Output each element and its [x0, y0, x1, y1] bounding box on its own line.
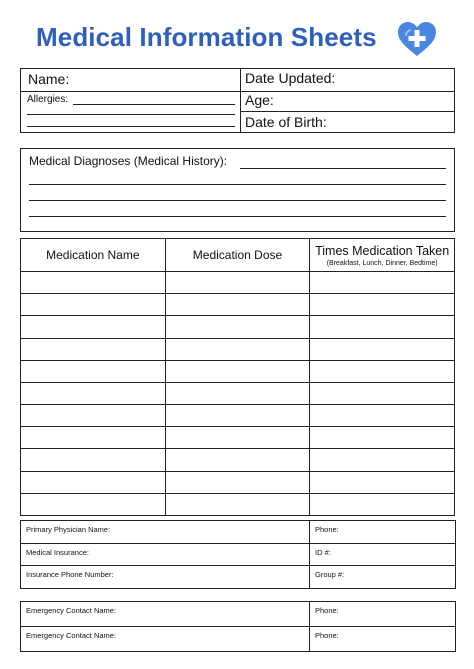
medication-dose-cell[interactable] — [165, 449, 310, 471]
diagnoses-field[interactable] — [29, 203, 446, 217]
col-medication-dose: Medication Dose — [165, 239, 310, 272]
emergency-contact-label: Emergency Contact Name: — [26, 606, 117, 615]
col-medication-name: Medication Name — [21, 239, 166, 272]
diagnoses-label: Medical Diagnoses (Medical History): — [29, 154, 228, 168]
header — [0, 14, 474, 64]
info-divider — [240, 69, 241, 132]
age-label: Age: — [245, 92, 274, 108]
diagnoses-field[interactable] — [29, 171, 446, 185]
medication-dose-cell[interactable] — [165, 316, 310, 338]
medication-dose-cell[interactable] — [165, 493, 310, 515]
table-row — [21, 405, 455, 427]
emergency-contact-label: Emergency Contact Name: — [26, 631, 117, 640]
allergies-field[interactable] — [27, 118, 235, 127]
physician-phone-field[interactable] — [310, 521, 456, 544]
emergency-section — [20, 601, 456, 652]
medication-name-cell[interactable] — [21, 382, 166, 404]
emergency-contact-field[interactable] — [21, 627, 310, 652]
group-number-label: Group #: — [315, 570, 345, 579]
times-taken-cell[interactable] — [310, 272, 455, 294]
table-row — [21, 294, 455, 316]
table-row — [21, 471, 455, 493]
allergies-label: Allergies: — [27, 94, 69, 105]
name-label: Name: — [28, 71, 70, 87]
medication-dose-cell[interactable] — [165, 427, 310, 449]
emergency-contact-field[interactable] — [21, 602, 310, 627]
table-row — [21, 449, 455, 471]
group-number-field[interactable] — [310, 566, 456, 589]
physician-phone-label: Phone: — [315, 525, 339, 534]
emergency-phone-field[interactable] — [310, 602, 456, 627]
physician-section — [20, 520, 456, 589]
info-row-line — [240, 111, 454, 112]
heart-plus-icon — [396, 20, 438, 58]
medication-name-cell[interactable] — [21, 449, 166, 471]
medication-name-cell[interactable] — [21, 294, 166, 316]
insurance-id-label: ID #: — [315, 547, 331, 557]
table-row — [21, 627, 456, 652]
medication-dose-cell[interactable] — [165, 360, 310, 382]
diagnoses-field[interactable] — [240, 155, 446, 169]
emergency-phone-label: Phone: — [315, 631, 339, 640]
times-taken-cell[interactable] — [310, 449, 455, 471]
medication-name-cell[interactable] — [21, 471, 166, 493]
medication-name-cell[interactable] — [21, 427, 166, 449]
medication-name-cell[interactable] — [21, 360, 166, 382]
times-taken-cell[interactable] — [310, 493, 455, 515]
table-row — [21, 427, 455, 449]
insurance-label: Medical Insurance: — [26, 547, 89, 557]
insurance-field[interactable] — [21, 543, 310, 566]
allergies-field[interactable] — [73, 95, 235, 105]
col-times-taken-sub: (Breakfast, Lunch, Dinner, Bedtime) — [326, 259, 438, 267]
col-times-taken — [310, 239, 455, 272]
times-taken-cell[interactable] — [310, 405, 455, 427]
table-row — [21, 493, 455, 515]
date-updated-label: Date Updated: — [245, 70, 336, 86]
medication-name-cell[interactable] — [21, 338, 166, 360]
times-taken-cell[interactable] — [310, 471, 455, 493]
table-row — [21, 566, 456, 589]
times-taken-cell[interactable] — [310, 294, 455, 316]
times-taken-cell[interactable] — [310, 360, 455, 382]
table-row — [21, 382, 455, 404]
medication-name-cell[interactable] — [21, 405, 166, 427]
medication-table — [20, 238, 455, 516]
insurance-phone-field[interactable] — [21, 566, 310, 589]
times-taken-cell[interactable] — [310, 382, 455, 404]
primary-physician-label: Primary Physician Name: — [26, 525, 111, 534]
times-taken-cell[interactable] — [310, 316, 455, 338]
medication-dose-cell[interactable] — [165, 471, 310, 493]
medication-header-row — [21, 239, 455, 272]
medication-name-cell[interactable] — [21, 272, 166, 294]
page-title: Medical Information Sheets — [36, 22, 377, 52]
medication-dose-cell[interactable] — [165, 294, 310, 316]
medication-dose-cell[interactable] — [165, 405, 310, 427]
table-row — [21, 338, 455, 360]
table-row — [21, 543, 456, 566]
times-taken-cell[interactable] — [310, 338, 455, 360]
medication-name-cell[interactable] — [21, 493, 166, 515]
medication-dose-cell[interactable] — [165, 272, 310, 294]
col-times-taken-label: Times Medication Taken — [315, 243, 450, 258]
medication-dose-cell[interactable] — [165, 382, 310, 404]
table-row — [21, 360, 455, 382]
dob-label: Date of Birth: — [245, 114, 327, 130]
info-row-line — [21, 91, 240, 92]
table-row — [21, 272, 455, 294]
diagnoses-field[interactable] — [29, 187, 446, 201]
times-taken-cell[interactable] — [310, 427, 455, 449]
medication-name-cell[interactable] — [21, 316, 166, 338]
primary-physician-field[interactable] — [21, 521, 310, 544]
diagnoses-section — [20, 148, 455, 232]
patient-info-section — [20, 68, 455, 133]
allergies-field[interactable] — [27, 106, 235, 115]
emergency-phone-field[interactable] — [310, 627, 456, 652]
emergency-phone-label: Phone: — [315, 606, 339, 615]
insurance-phone-label: Insurance Phone Number: — [26, 570, 114, 579]
table-row — [21, 316, 455, 338]
table-row — [21, 602, 456, 627]
insurance-id-field[interactable] — [310, 543, 456, 566]
table-row — [21, 521, 456, 544]
medication-dose-cell[interactable] — [165, 338, 310, 360]
